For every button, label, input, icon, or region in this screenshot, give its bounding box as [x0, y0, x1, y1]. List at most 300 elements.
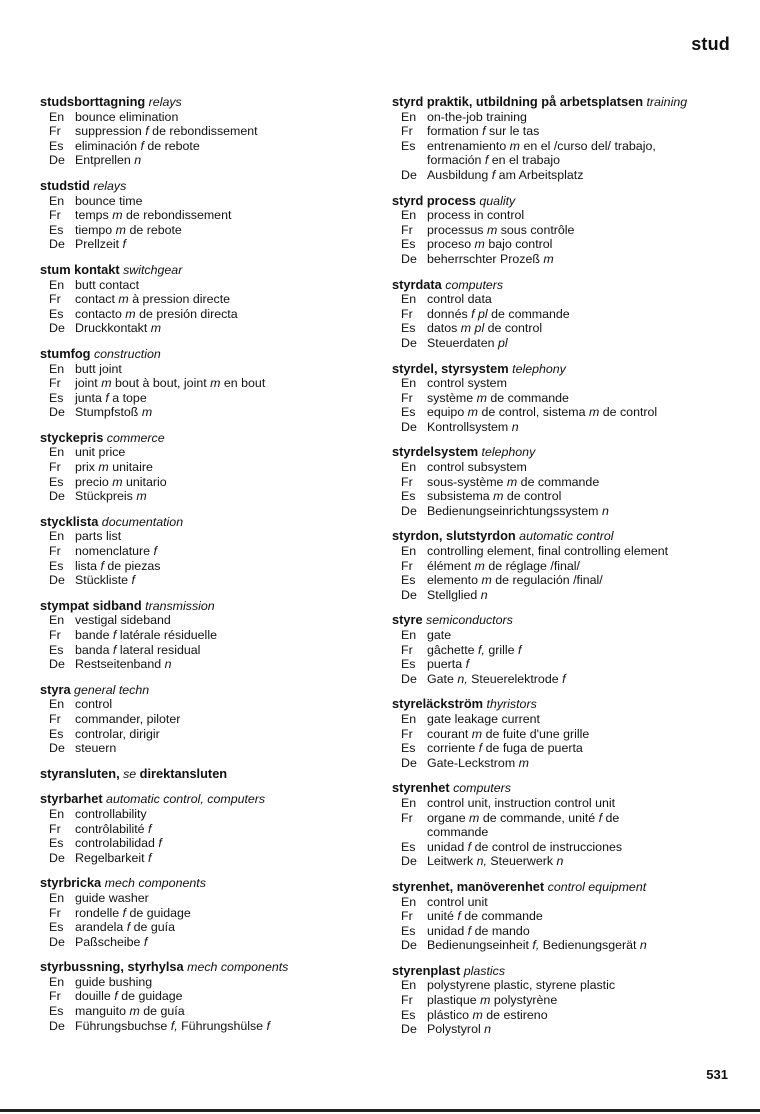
entry-head	[392, 278, 737, 293]
translation-row	[392, 208, 737, 223]
translation-row	[40, 529, 378, 544]
translation-text	[75, 475, 378, 490]
translation-value: bounce elimination	[75, 109, 179, 124]
entry-domain: general techn	[74, 682, 150, 697]
translation-text	[75, 124, 378, 139]
translation-text	[427, 168, 737, 183]
entry-term: styrenhet	[392, 780, 450, 796]
translation-text	[75, 307, 378, 322]
translation-text	[427, 391, 737, 406]
language-code: Es	[49, 306, 64, 321]
translation-text	[75, 405, 378, 420]
language-code: Fr	[401, 306, 413, 321]
language-code: En	[401, 292, 417, 307]
entry-head	[40, 876, 378, 891]
language-code: En	[401, 628, 417, 642]
gender-marker: m	[474, 558, 485, 573]
translation-value: joint m bout à bout, joint m en bout	[75, 376, 266, 391]
language-code: Es	[49, 836, 64, 851]
dictionary-entry	[40, 263, 378, 336]
translation-value: gâchette f, grille f	[427, 642, 522, 657]
gender-marker: pl	[497, 335, 508, 350]
translation-row	[40, 891, 378, 906]
gender-marker: m	[118, 292, 129, 307]
gender-marker: f	[112, 642, 117, 657]
translation-text	[427, 405, 737, 420]
translation-row	[40, 741, 378, 756]
translation-value: junta f a tope	[75, 390, 147, 405]
gender-marker: f	[471, 306, 475, 321]
translation-text	[427, 504, 737, 519]
gender-marker: f	[114, 989, 118, 1004]
translation-row	[40, 139, 378, 154]
language-code: En	[401, 978, 417, 993]
dictionary-entry	[40, 347, 378, 420]
translation-text	[427, 292, 737, 307]
language-code: Fr	[401, 726, 413, 741]
translation-row	[392, 460, 737, 475]
gender-marker: m	[115, 222, 126, 237]
language-code: De	[49, 741, 65, 756]
translation-value: système m de commande	[427, 390, 569, 405]
translation-text	[75, 362, 378, 377]
translation-text	[427, 672, 737, 687]
language-code: En	[49, 277, 65, 292]
translation-row	[40, 822, 378, 837]
language-code: De	[401, 251, 417, 266]
translation-value: Prellzeit f	[75, 237, 126, 252]
language-code: Es	[401, 138, 416, 153]
entry-head	[392, 964, 737, 979]
language-code: En	[49, 361, 65, 376]
language-code: En	[49, 445, 65, 460]
entry-head	[392, 445, 737, 460]
language-code: Es	[49, 390, 64, 405]
dictionary-entry	[392, 95, 737, 183]
entry-term: stum kontakt	[40, 261, 120, 277]
translation-row	[392, 307, 737, 322]
gender-marker: m	[98, 460, 109, 475]
translation-value: on-the-job training	[427, 109, 527, 124]
translation-row	[392, 573, 737, 588]
entry-term: studsborttagning	[40, 94, 146, 109]
translation-row	[40, 292, 378, 307]
translation-text	[427, 1008, 737, 1023]
dictionary-entry	[40, 683, 378, 756]
gender-marker: m	[509, 138, 520, 153]
translation-row	[392, 811, 737, 840]
translation-value: equipo m de control, sistema m de control	[427, 405, 658, 420]
translation-text	[75, 292, 378, 307]
dictionary-entry	[40, 431, 378, 504]
translation-value: contrôlabilité f	[75, 821, 152, 836]
dictionary-entry	[392, 362, 737, 435]
dictionary-entry	[392, 781, 737, 869]
translation-text	[427, 712, 737, 727]
translation-text	[75, 628, 378, 643]
translation-row	[40, 1004, 378, 1019]
translation-row	[40, 405, 378, 420]
dictionary-entry	[392, 529, 737, 602]
language-code: En	[401, 711, 417, 726]
entry-domain: relays	[148, 95, 182, 109]
entry-domain: plastics	[463, 963, 506, 978]
translation-text	[75, 1004, 378, 1019]
translation-value: proceso m bajo control	[427, 237, 553, 252]
translation-row	[40, 573, 378, 588]
translation-row	[40, 727, 378, 742]
entry-domain: automatic control, computers	[106, 792, 266, 807]
translation-text	[427, 237, 737, 252]
language-code: Es	[401, 489, 416, 504]
translation-row	[392, 489, 737, 504]
entry-domain: automatic control	[519, 529, 614, 544]
entry-domain: training	[646, 95, 688, 109]
gender-marker: n,	[457, 671, 468, 686]
translation-text	[75, 712, 378, 727]
gender-marker: f	[266, 1018, 270, 1033]
translation-text-continued	[427, 825, 737, 840]
translation-row	[392, 978, 737, 993]
translation-text	[427, 840, 737, 855]
translation-row	[40, 712, 378, 727]
gender-marker: n	[164, 657, 172, 672]
translation-value: polystyrene plastic, styrene plastic	[427, 978, 616, 993]
translation-row	[392, 840, 737, 855]
entry-head	[40, 683, 378, 698]
translation-value: Bedienungseinheit f, Bedienungsgerät n	[427, 938, 647, 953]
translation-value: plástico m de estireno	[427, 1007, 548, 1022]
translation-value: guide washer	[75, 890, 149, 905]
language-code: En	[49, 529, 65, 544]
translation-row	[392, 741, 737, 756]
translation-text	[75, 110, 378, 125]
gender-marker: f	[562, 671, 566, 686]
translation-row	[392, 938, 737, 953]
translation-row	[40, 194, 378, 209]
language-code: Fr	[49, 711, 61, 726]
entry-head	[40, 599, 378, 614]
translation-value: control unit	[427, 894, 488, 909]
gender-marker: m	[472, 1007, 483, 1022]
translation-value: Leitwerk n, Steuerwerk n	[427, 854, 564, 869]
translation-row	[392, 559, 737, 574]
translation-text	[427, 811, 737, 840]
translation-text	[75, 657, 378, 672]
language-code: En	[49, 613, 65, 628]
translation-text	[427, 741, 737, 756]
translation-text	[75, 822, 378, 837]
translation-value: unité f de commande	[427, 909, 543, 924]
language-code: Fr	[49, 905, 61, 920]
language-code: Es	[49, 474, 64, 489]
language-code: Es	[401, 573, 416, 588]
translation-value: bounce time	[75, 193, 143, 208]
translation-value: Kontrollsystem n	[427, 419, 519, 434]
entry-domain: computers	[445, 277, 504, 292]
translation-value: temps m de rebondissement	[75, 208, 232, 223]
translation-value: control unit, instruction control unit	[427, 795, 616, 810]
entry-domain: quality	[479, 193, 516, 208]
translation-text	[427, 978, 737, 993]
translation-value: tiempo m de rebote	[75, 222, 182, 237]
translation-row	[392, 796, 737, 811]
entry-head	[40, 179, 378, 194]
translation-text	[427, 475, 737, 490]
dictionary-entry	[392, 194, 737, 267]
translation-text	[427, 588, 737, 603]
dictionary-entry	[392, 964, 737, 1037]
translation-value: Gate n, Steuerelektrode f	[427, 671, 566, 686]
translation-text	[427, 628, 737, 643]
translation-value: processus m sous contrôle	[427, 222, 575, 237]
entry-term: styrd praktik, utbildning på arbetsplatsen	[392, 94, 644, 109]
language-code: En	[49, 974, 65, 989]
translation-row	[392, 1022, 737, 1037]
translation-value: Gate-Leckstrom m	[427, 755, 529, 770]
translation-text	[427, 573, 737, 588]
gender-marker: n	[601, 503, 609, 518]
translation-text	[427, 139, 737, 168]
right-column	[392, 95, 737, 1048]
translation-text	[75, 906, 378, 921]
dictionary-entry	[392, 880, 737, 953]
translation-text	[75, 613, 378, 628]
translation-row	[40, 110, 378, 125]
see-reference: se	[123, 766, 137, 781]
dictionary-entry	[392, 697, 737, 770]
entry-domain: relays	[93, 178, 127, 193]
language-code: Fr	[49, 544, 61, 559]
gender-marker: m	[493, 489, 504, 504]
gender-marker: m	[469, 810, 480, 825]
translation-text	[75, 544, 378, 559]
language-code: En	[49, 890, 65, 905]
translation-value: gate leakage current	[427, 711, 541, 726]
see-target: direktansluten	[139, 765, 228, 781]
gender-marker: n	[639, 938, 647, 953]
translation-value: Führungsbuchse f, Führungshülse f	[75, 1018, 270, 1033]
language-code: De	[401, 335, 417, 350]
entry-domain: transmission	[145, 598, 215, 613]
language-code: Fr	[401, 558, 413, 573]
translation-value: eliminación f de rebote	[75, 138, 200, 153]
translation-text	[427, 854, 737, 869]
dictionary-entry	[40, 515, 378, 588]
translation-value: Bedienungseinrichtungssystem n	[427, 503, 609, 518]
translation-value: commander, piloter	[75, 711, 181, 726]
translation-value: butt joint	[75, 361, 122, 376]
translation-value: elemento m de regulación /final/	[427, 573, 603, 588]
gender-marker: f	[122, 237, 126, 252]
entry-term: styransluten,	[40, 765, 120, 781]
gender-marker: m	[471, 726, 483, 741]
gender-marker: m	[101, 376, 112, 391]
translation-value: Polystyrol n	[427, 1022, 492, 1037]
translation-text	[75, 194, 378, 209]
translation-value: Stumpfstoß m	[75, 405, 153, 420]
translation-row	[392, 657, 737, 672]
translation-row	[392, 672, 737, 687]
translation-row	[40, 807, 378, 822]
gender-marker: m	[125, 306, 136, 321]
entry-head	[40, 960, 378, 975]
translation-text	[427, 336, 737, 351]
entry-term: styckepris	[40, 429, 104, 445]
translation-value: process in control	[427, 208, 525, 223]
language-code: En	[401, 460, 417, 475]
gender-marker: n	[484, 1022, 492, 1037]
language-code: Es	[401, 405, 416, 420]
translation-row	[40, 460, 378, 475]
translation-text	[75, 489, 378, 504]
entry-head	[40, 515, 378, 530]
translation-value: parts list	[75, 529, 122, 544]
language-code: Fr	[49, 292, 61, 307]
language-code: De	[401, 755, 417, 770]
translation-text	[427, 1022, 737, 1037]
translation-value: organe m de commande, unité f de	[427, 810, 620, 825]
translation-row	[392, 124, 737, 139]
translation-row	[40, 475, 378, 490]
language-code: Fr	[401, 390, 413, 405]
gender-marker: f	[478, 741, 483, 756]
translation-row	[392, 336, 737, 351]
translation-row	[392, 405, 737, 420]
translation-value: unidad f de mando	[427, 923, 530, 938]
translation-row	[392, 712, 737, 727]
entry-term: styrbussning, styrhylsa	[40, 959, 184, 975]
language-code: De	[49, 153, 65, 168]
translation-text	[75, 460, 378, 475]
translation-row	[392, 924, 737, 939]
translation-row	[392, 756, 737, 771]
gender-marker: m	[460, 321, 472, 336]
translation-text	[427, 460, 737, 475]
dictionary-entry	[40, 960, 378, 1033]
translation-value: formación f en el trabajo	[427, 153, 561, 168]
translation-value: subsistema m de control	[427, 489, 562, 504]
translation-row	[40, 628, 378, 643]
translation-row	[40, 153, 378, 168]
entry-domain: documentation	[101, 514, 184, 529]
translation-row	[40, 237, 378, 252]
entry-term: styrdon, slutstyrdon	[392, 528, 516, 544]
gender-marker: f	[517, 642, 522, 657]
gender-marker: pl	[478, 306, 488, 321]
gender-marker: f	[148, 850, 152, 865]
translation-value: bande f latérale résiduelle	[75, 628, 217, 642]
translation-row	[392, 909, 737, 924]
translation-row	[392, 139, 737, 168]
language-code: Es	[401, 1007, 416, 1022]
entry-domain: switchgear	[123, 262, 183, 277]
translation-value: control data	[427, 292, 492, 307]
language-code: De	[401, 167, 417, 182]
translation-value: corriente f de fuga de puerta	[427, 741, 583, 756]
translation-text	[75, 643, 378, 658]
translation-row	[40, 124, 378, 139]
translation-row	[40, 836, 378, 851]
entry-term: styrbarhet	[40, 791, 103, 807]
entry-head	[392, 697, 737, 712]
dictionary-entry	[40, 179, 378, 252]
entry-domain: mech components	[104, 876, 206, 891]
language-code: Fr	[49, 124, 61, 139]
running-headword: stud	[691, 34, 730, 54]
translation-row	[40, 697, 378, 712]
translation-row	[40, 989, 378, 1004]
translation-text	[427, 643, 737, 658]
entry-head	[40, 263, 378, 278]
translation-row	[392, 854, 737, 869]
gender-marker: f	[465, 657, 470, 672]
translation-row	[392, 504, 737, 519]
gender-marker: n,	[476, 854, 487, 869]
language-code: De	[49, 321, 65, 336]
language-code: De	[401, 503, 417, 518]
translation-text	[427, 895, 737, 910]
entry-term: stympat sidband	[40, 597, 142, 613]
translation-value: élément m de réglage /final/	[427, 558, 580, 573]
translation-value: commande	[427, 825, 489, 840]
language-code: Es	[49, 642, 64, 657]
gender-marker: f,	[532, 938, 540, 953]
translation-text	[427, 657, 737, 672]
translation-value: precio m unitario	[75, 474, 167, 489]
translation-value: Stückpreis m	[75, 489, 147, 504]
translation-value: Stückliste f	[75, 573, 135, 588]
translation-text	[75, 920, 378, 935]
gender-marker: m	[467, 405, 478, 420]
entry-head	[392, 194, 737, 209]
entry-domain: telephony	[512, 361, 566, 376]
translation-text	[427, 924, 737, 939]
gender-marker: pl	[474, 321, 485, 336]
translation-row	[392, 475, 737, 490]
entry-domain: construction	[93, 346, 161, 361]
gender-marker: f,	[170, 1018, 178, 1033]
language-code: De	[49, 489, 65, 504]
language-code: Fr	[401, 222, 413, 237]
language-code: De	[401, 854, 417, 869]
gender-marker: m	[210, 376, 221, 391]
gender-marker: f	[482, 124, 486, 139]
entry-term: styrdelsystem	[392, 444, 479, 460]
translation-text	[75, 727, 378, 742]
translation-text	[75, 1019, 378, 1034]
translation-value: Ausbildung f am Arbeitsplatz	[427, 167, 584, 182]
translation-text	[75, 139, 378, 154]
gender-marker: n	[556, 854, 564, 869]
translation-value: arandela f de guía	[75, 920, 175, 935]
language-code: Fr	[49, 989, 61, 1004]
entry-term: styrenplast	[392, 962, 461, 978]
gender-marker: m	[486, 222, 498, 237]
gender-marker: f	[140, 138, 144, 153]
entry-head	[392, 613, 737, 628]
translation-row	[40, 376, 378, 391]
translation-row	[40, 362, 378, 377]
translation-row	[40, 975, 378, 990]
translation-value: steuern	[75, 741, 117, 756]
entry-head	[392, 880, 737, 895]
translation-text	[427, 796, 737, 811]
translation-value: guide bushing	[75, 974, 153, 989]
translation-row	[392, 391, 737, 406]
gender-marker: m	[150, 321, 162, 336]
language-code: De	[49, 850, 65, 865]
